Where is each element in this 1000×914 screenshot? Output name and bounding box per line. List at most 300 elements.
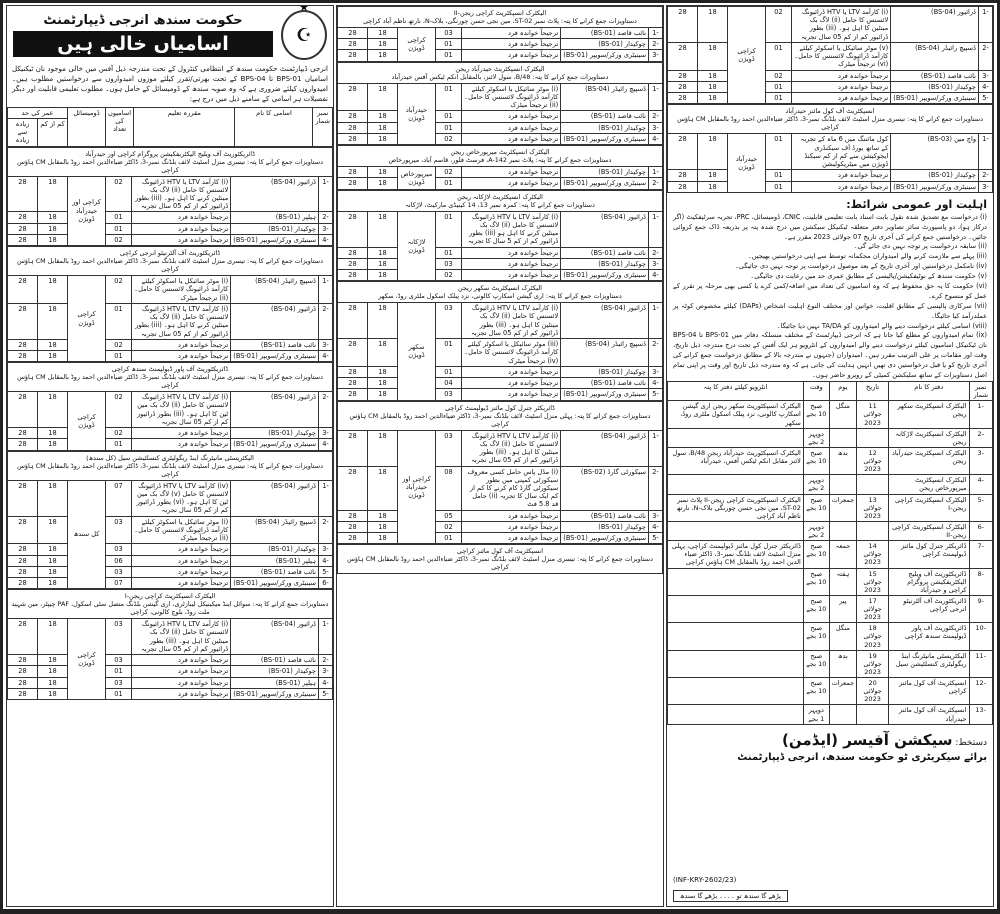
interview-date: 13 جولائی 2023 [857, 494, 889, 521]
age-max: 28 [668, 93, 698, 104]
post-count: 01 [436, 247, 462, 258]
age-min: 18 [698, 42, 728, 70]
schedule-row [668, 568, 993, 595]
table-row [338, 39, 663, 50]
age-min: 18 [368, 303, 398, 339]
condition-item: (iv) نامکمل درخواستیں اور آخری تاریخ کے بعد موصول درخواست پر توجہ نہیں دی جائیگی۔ [734, 262, 987, 271]
header-domicile: ڈومیسائل [68, 107, 106, 146]
age-max: 28 [338, 466, 368, 510]
table-row [338, 303, 663, 339]
table-row [8, 578, 333, 589]
post-name: نائب قاصد (BS-01) [561, 247, 649, 258]
age-max: 28 [338, 247, 368, 258]
age-min: 18 [368, 430, 398, 466]
post-name: ڈرائیور (BS-04) [561, 303, 649, 339]
row-number: -2 [319, 516, 333, 544]
qualification: ترجیحاً خواندہ فرد [132, 555, 231, 566]
ad-header [7, 6, 333, 62]
table-row [8, 351, 333, 362]
interview-date [857, 705, 889, 724]
age-max: 28 [8, 688, 38, 699]
interview-date [857, 428, 889, 447]
schedule-header: یوم [829, 381, 856, 400]
right-sections [7, 147, 333, 701]
age-min: 18 [38, 428, 68, 439]
row-number: -1 [319, 276, 333, 304]
post-name: چوکیدار (BS-01) [561, 39, 649, 50]
row-number: -6 [319, 578, 333, 589]
post-count: 03 [436, 258, 462, 269]
interview-time: دوپہر 1 بجے [803, 705, 829, 724]
table-row [8, 392, 333, 428]
column-right [6, 5, 334, 907]
qualification: ترجیحاً خواندہ فرد [462, 247, 561, 258]
age-max: 28 [338, 83, 368, 111]
post-count: 01 [106, 666, 132, 677]
post-count: 02 [106, 234, 132, 245]
table-row [668, 81, 993, 92]
table-row [338, 50, 663, 61]
section-office-title: انسپکٹریٹ آف کول مائنز کراچی [457, 547, 543, 556]
qualification: ترجیحاً خواندہ فرد [462, 39, 561, 50]
age-min: 18 [38, 351, 68, 362]
section-heading [8, 147, 333, 176]
post-name: نائب قاصد (BS-01) [231, 339, 319, 350]
age-min: 18 [38, 555, 68, 566]
schedule-row [668, 401, 993, 428]
post-name: ڈسپیچ رائیڈر (BS-04) [891, 42, 979, 70]
interview-date: 17 جولائی 2023 [857, 595, 889, 622]
table-row [338, 247, 663, 258]
row-number: -8 [969, 568, 993, 595]
section-heading [338, 146, 663, 167]
table-row [338, 466, 663, 510]
post-name: ڈرائیور (BS-04) [231, 619, 319, 655]
post-count: 01 [436, 366, 462, 377]
interview-day [829, 521, 856, 540]
interview-day: بدھ [829, 650, 856, 677]
qualification: (i) کارآمد LTV یا HTV ڈرائیونگ لائسنس کا حامل (ii) لاگ بک مینٹین کا اہل ہو۔ (iii) بطور ڈرائیور کم از کم 05 سال تجربہ [462, 303, 561, 339]
vacancy-section-table [337, 544, 663, 574]
interview-time: صبح 10 بجے [803, 623, 829, 650]
row-number: -2 [649, 111, 663, 122]
domicile: کراچی ڈویژن [68, 619, 106, 700]
table-row [338, 167, 663, 178]
post-count: 08 [436, 466, 462, 510]
age-max: 28 [668, 7, 698, 43]
section-address: دستاویزات جمع کرانے کا پتہ: اری گیشن اسکارپ کالونی، نزد پبلک اسکول ملٹری روڈ، سکھر [378, 292, 622, 301]
post-name: نائب قاصد (BS-01) [231, 655, 319, 666]
age-max: 28 [338, 389, 368, 400]
section-address: دستاویزات جمع کرانے کا پتہ: تیسری منزل اسٹیٹ لائف بلڈنگ نمبر-3، ڈاکٹر ضیاءالدین احمد روڈ بالمقابل CM ہاؤس کراچی [677, 115, 983, 132]
row-number: -4 [649, 378, 663, 389]
domicile: لاڑکانہ ڈویژن [398, 211, 436, 281]
table-row [8, 223, 333, 234]
condition-item: (vi) حکومت کا یہ حق محفوظ ہے کہ وہ اسامیوں کی تعداد میں اضافہ/کمی کرے یا کسی بھی مرحلہ پر تقرر کے عمل کو منسوخ کرے۔ [673, 281, 987, 300]
qualification: ترجیحاً خواندہ فرد [132, 655, 231, 666]
age-max: 28 [8, 212, 38, 223]
table-row [338, 366, 663, 377]
post-count: 01 [436, 39, 462, 50]
section-address: دستاویزات جمع کرانے کا پتہ: پلاٹ نمبر A-142، فرسٹ فلور، قاسم آباد، میرپورخاص [388, 156, 612, 165]
qualification: ترجیحاً خواندہ فرد [792, 170, 891, 181]
age-min: 18 [38, 578, 68, 589]
row-number: -2 [649, 39, 663, 50]
age-min: 18 [38, 223, 68, 234]
interview-time: دوپہر 2 بجے [803, 521, 829, 540]
table-row [8, 619, 333, 655]
interview-date: 20 جولائی 2023 [857, 678, 889, 705]
post-count: 01 [766, 93, 792, 104]
row-number: -5 [649, 533, 663, 544]
condition-item: (viii) اسامی کیلئے درخواست دینے والے امیدواروں کو TA/DA نہیں دیا جائیگا۔ [776, 321, 987, 330]
section-heading [8, 590, 333, 619]
qualification: (i) کارآمد LTV یا HTV ڈرائیونگ لائسنس کا حامل (ii) لاگ بک مینٹین کا اہل ہو۔ (iii) بطور ڈرائیور کم از کم 05 سال تجربہ [792, 7, 891, 43]
domicile: کراچی ڈویژن [728, 7, 766, 104]
row-number: -1 [649, 303, 663, 339]
post-name: چوکیدار (BS-01) [561, 521, 649, 532]
age-min: 18 [368, 28, 398, 39]
age-min: 18 [38, 480, 68, 516]
post-count: 01 [766, 170, 792, 181]
section-heading-row [338, 545, 663, 574]
office-name: ڈائریکٹوریٹ آف ویلیج الیکٹریفکیشن پروگرام کراچی و حیدرآباد [889, 568, 969, 595]
interview-address [668, 475, 804, 494]
qualification: (iv) کارآمد LTV یا HTV ڈرائیونگ لائسنس کا حامل (v) لاگ بک مین ٹین کا اہل ہو۔ (vi) بطور ڈرائیور کم از کم 05 سال تجربہ [132, 480, 231, 516]
left-sections [667, 6, 993, 193]
post-name: ہیلپر (BS-01) [231, 677, 319, 688]
section-office-title: الیکٹرک انسپکٹریٹ لاڑکانہ ریجن [457, 192, 543, 201]
qualification: (i) موٹر سائیکل یا اسکوٹر کیلئے کارآمد ڈرائیونگ لائسنس کا حامل۔ (ii) ترجیحاً میٹرک [132, 276, 231, 304]
age-min: 18 [38, 688, 68, 699]
age-min: 18 [38, 439, 68, 450]
department-title: حکومت سندھ انرجی ڈیپارٹمنٹ [43, 13, 243, 28]
age-max: 28 [8, 655, 38, 666]
interview-date: 14 جولائی 2023 [857, 541, 889, 568]
post-count: 02 [106, 392, 132, 428]
section-heading-row [8, 590, 333, 619]
vacancy-section-table [7, 362, 333, 450]
age-max: 28 [8, 439, 38, 450]
age-min: 18 [368, 533, 398, 544]
section-address: دستاویزات جمع کرانے کا پتہ: پلاٹ نمبر ST-02، مین نجی حسن چورنگی، بلاک-N، نارتھ ناظم آباد کراچی [363, 17, 637, 25]
section-office-title: ڈائریکٹوریٹ آف پاور ڈیولپمنٹ سندھ کراچی [111, 365, 229, 374]
age-max: 28 [8, 303, 38, 339]
schedule-row [668, 623, 993, 650]
interview-address [668, 623, 804, 650]
row-number: -1 [649, 28, 663, 39]
interview-time: صبح 10 بجے [803, 650, 829, 677]
qualification: (v) موٹر سائیکل یا اسکوٹر کیلئے کارآمد ڈرائیونگ لائسنس کا حامل۔ (vi) ترجیحاً میٹرک [792, 42, 891, 70]
post-name: سینیٹری ورکر/سویپر (BS-01) [231, 688, 319, 699]
post-count: 01 [436, 122, 462, 133]
qualification: ترجیحاً خواندہ فرد [132, 439, 231, 450]
age-max: 28 [8, 480, 38, 516]
qualification: (i) کارآمد LTV یا HTV ڈرائیونگ لائسنس کا حامل (ii) لاگ بک مینٹین کا اہل ہو۔ (iii) بطور ڈرائیور کم از کم 05 سال تجربہ [132, 619, 231, 655]
post-name: چوکیدار (BS-01) [561, 122, 649, 133]
schedule-header: انٹرویو کیلئے دفتر کا پتہ [668, 381, 804, 400]
row-number: -2 [649, 178, 663, 189]
qualification: ترجیحاً خواندہ فرد [132, 212, 231, 223]
table-row [338, 211, 663, 247]
office-name: الیکٹرک انسپکٹریٹ سکھر ریجن [889, 401, 969, 428]
schedule-row [668, 447, 993, 474]
post-count: 02 [766, 70, 792, 81]
header-post: اسامی کا نام [235, 107, 313, 146]
section-address: دستاویزات جمع کرانے کا پتہ: کمرہ نمبر 13، 14 کینیڈی مارکیٹ، لاڑکانہ [405, 200, 595, 209]
row-number: -5 [319, 566, 333, 577]
post-count: 05 [436, 510, 462, 521]
row-number: -1 [649, 83, 663, 111]
row-number: -9 [969, 595, 993, 622]
age-max: 28 [338, 533, 368, 544]
qualification: (i) کارآمد LTV یا HTV ڈرائیونگ لائسنس کا حامل (ii) لاگ بک مین ٹین کا اہل ہو۔ (iii) بطور ڈرائیور کم از کم 05 سال تجربہ [132, 392, 231, 428]
interview-address [668, 521, 804, 540]
post-count: 01 [436, 211, 462, 247]
interview-time: صبح 10 بجے [803, 541, 829, 568]
row-number: -4 [319, 234, 333, 245]
table-row [8, 212, 333, 223]
table-row [338, 258, 663, 269]
section-office-title: ڈائریکٹر جنرل کول مائنز ڈیولپمنٹ کراچی [445, 403, 555, 412]
age-min: 18 [698, 81, 728, 92]
qualification: ترجیحاً خواندہ فرد [462, 389, 561, 400]
qualification: (i) موٹر سائیکل یا اسکوٹر کیلئے کارآمد ڈرائیونگ لائسنس کا حامل۔ (ii) ترجیحاً میٹرک [132, 516, 231, 544]
signatory-title: سیکشن آفیسر (ایڈمن) [782, 730, 953, 749]
sindh-government-emblem-icon: ★ ☪ [281, 10, 327, 60]
condition-item: (ii) سابقہ درخواست پر توجہ نہیں دی جائے گی۔ [853, 242, 987, 251]
post-count: 07 [106, 578, 132, 589]
table-row [8, 480, 333, 516]
qualification: ترجیحاً خواندہ فرد [132, 578, 231, 589]
age-min: 18 [38, 212, 68, 223]
table-row [8, 276, 333, 304]
domicile: میرپورخاص ڈویژن [398, 167, 436, 189]
table-row [668, 7, 993, 43]
header-age: عمر کی حد [8, 107, 68, 118]
table-row [8, 303, 333, 339]
age-max: 28 [8, 666, 38, 677]
row-number: -3 [649, 50, 663, 61]
interview-day: منگل [829, 623, 856, 650]
post-name: سینیٹری ورکر/سویپر (BS-01) [561, 133, 649, 144]
age-max: 28 [8, 566, 38, 577]
qualification: ترجیحاً خواندہ فرد [462, 258, 561, 269]
post-name: ڈسپیچ رائیڈر (BS-04) [561, 339, 649, 367]
post-name: سینیٹری ورکر/سویپر (BS-01) [231, 234, 319, 245]
vacancy-section-table [337, 281, 663, 400]
post-count: 01 [106, 688, 132, 699]
interview-day: منگل [829, 401, 856, 428]
schedule-header: تاریخ [857, 381, 889, 400]
post-name: سینیٹری ورکر/سویپر (BS-01) [231, 351, 319, 362]
row-number: -1 [319, 176, 333, 212]
schedule-header-row [668, 381, 993, 400]
age-min: 18 [368, 510, 398, 521]
header-no: نمبر شمار [313, 107, 333, 146]
age-max: 28 [8, 234, 38, 245]
condition-item: (vii) سرکاری پالیسی کے مطابق اقلیت، خواتین اور مختلف النوع اہلیت اشخاص (DAPs) کیلئے مخصوص کوٹہ پر عملدرآمد کیا جائیگا۔ [673, 301, 987, 320]
row-number: -3 [319, 339, 333, 350]
post-count: 01 [436, 83, 462, 111]
condition-item: (v) حکومت سندھ کے نوٹیفکیشن/پالیسی کے مطابق عمری حد میں رعایت دی جائیگی۔ [750, 272, 987, 281]
interview-time: دوپہر 2 بجے [803, 475, 829, 494]
section-address: دستاویزات جمع کرانے کا پتہ: 48/B، سول لائنز، بالمقابل انکم ٹیکس آفس حیدرآباد [391, 72, 609, 81]
section-address: دستاویزات جمع کرانے کا پتہ: تیسری منزل اسٹیٹ لائف بلڈنگ نمبر-3، ڈاکٹر ضیاءالدین احمد روڈ بالمقابل CM ہاؤس کراچی [17, 461, 323, 478]
header-qualification: مقررہ تعلیم [134, 107, 235, 146]
qualification: ترجیحاً خواندہ فرد [462, 366, 561, 377]
row-number: -3 [649, 122, 663, 133]
age-min: 18 [368, 466, 398, 510]
interview-time: صبح 10 بجے [803, 568, 829, 595]
qualification: ترجیحاً خواندہ فرد [462, 167, 561, 178]
age-max: 28 [338, 258, 368, 269]
age-min: 18 [368, 133, 398, 144]
table-row [8, 176, 333, 212]
section-heading-row [8, 363, 333, 392]
post-name: چوکیدار (BS-01) [231, 223, 319, 234]
row-number: -5 [649, 389, 663, 400]
office-name: ڈائریکٹوریٹ آف آلٹرنیٹو انرجی کراچی [889, 595, 969, 622]
age-min: 18 [38, 677, 68, 688]
age-max: 28 [338, 430, 368, 466]
condition-item: (iii) پہلے سے ملازمت کرنے والے امیدواران محکمانہ توسط سے اپنی درخواستیں بھیجیں۔ [747, 252, 987, 261]
office-name: ڈائریکٹر جنرل کول مائنز ڈیولپمنٹ کراچی [889, 541, 969, 568]
qualification: ترجیحاً خواندہ فرد [792, 93, 891, 104]
row-number: -2 [649, 466, 663, 510]
age-max: 28 [8, 392, 38, 428]
post-count: 03 [436, 303, 462, 339]
table-row [338, 430, 663, 466]
section-office-title: ڈائریکٹوریٹ آف آلٹرنیٹو انرجی کراچی [119, 249, 221, 258]
schedule-row [668, 650, 993, 677]
interview-date [857, 521, 889, 540]
section-heading [8, 451, 333, 480]
post-name: ڈسپیچ رائیڈر (BS-04) [231, 276, 319, 304]
age-max: 28 [668, 70, 698, 81]
age-max: 28 [8, 276, 38, 304]
table-row [668, 134, 993, 170]
interview-time: صبح 10 بجے [803, 494, 829, 521]
row-number: -2 [979, 42, 993, 70]
interview-day: پیر [829, 595, 856, 622]
post-name: سینیٹری ورکر/سویپر (BS-01) [231, 439, 319, 450]
age-max: 28 [338, 211, 368, 247]
header-age-max: زیادہ سے زیادہ [8, 118, 38, 146]
table-row [8, 666, 333, 677]
office-name: ڈائریکٹوریٹ آف پاور ڈیولپمنٹ سندھ کراچی [889, 623, 969, 650]
vacancy-section-table [7, 147, 333, 247]
age-min: 18 [38, 176, 68, 212]
row-number: -1 [649, 211, 663, 247]
qualification: (i) کارآمد LTV یا HTV ڈرائیونگ لائسنس کا حامل (ii) لاگ بک مینٹین کرنے کا اہل ہو۔ (iii) بطور ڈرائیور کم از کم 05 سال تجربہ [132, 303, 231, 339]
interview-day [829, 705, 856, 724]
row-number: -1 [649, 430, 663, 466]
post-name: چوکیدار (BS-01) [231, 666, 319, 677]
post-count: 01 [106, 223, 132, 234]
row-number: -2 [649, 339, 663, 367]
table-row [668, 42, 993, 70]
age-min: 18 [38, 303, 68, 339]
interview-date [857, 475, 889, 494]
age-min: 18 [38, 655, 68, 666]
age-min: 18 [368, 339, 398, 367]
reference-number: (INF-KRY-2602/23) [673, 876, 737, 884]
interview-address [668, 650, 804, 677]
row-number: -5 [319, 688, 333, 699]
row-number: -1 [319, 480, 333, 516]
post-count: 01 [766, 42, 792, 70]
qualification: ترجیحاً خواندہ فرد [462, 28, 561, 39]
section-office-title: الیکٹرک انسپکٹریٹ کراچی ریجن-II [453, 9, 547, 17]
post-name: سینیٹری ورکر/سویپر (BS-01) [561, 178, 649, 189]
interview-address: الیکٹرک انسپکٹوریٹ کراچی ریجن-II پلاٹ نمبر ST-02، مین نجی حسن چورنگی بلاک-N، نارتھ ناظم آباد کراچی [668, 494, 804, 521]
post-count: 02 [106, 339, 132, 350]
age-max: 28 [8, 677, 38, 688]
qualification: (i) مڈل پاس حامل کسی معروف سیکورٹی کمپنی میں بطور سیکورٹی گارڈ کام کرنے کا کم از کم ایک سال کا تجربہ (ii) حامل قد 5.8 فٹ [462, 466, 561, 510]
row-number: -3 [649, 258, 663, 269]
post-name: ڈسپیچ رائیڈر (BS-04) [231, 516, 319, 544]
domicile: کل سندھ [68, 480, 106, 589]
section-heading [338, 545, 663, 574]
row-number: -1 [649, 167, 663, 178]
schedule-header: دفتر کا نام [889, 381, 969, 400]
slogan-stamp: پڑھے گا سندھ تو ۔۔۔۔ بڑھے گا سندھ [673, 890, 788, 902]
row-number: -3 [649, 366, 663, 377]
table-row [338, 339, 663, 367]
section-office-title: الیکٹرک انسپکٹریٹ میرپورخاص ریجن [450, 148, 550, 157]
domicile: حیدرآباد ڈویژن [728, 134, 766, 192]
post-name: سینیٹری ورکر/سویپر (BS-01) [561, 389, 649, 400]
post-count: 01 [766, 134, 792, 170]
domicile: سکھر ڈویژن [398, 303, 436, 400]
age-max: 28 [668, 134, 698, 170]
qualification: ترجیحاً خواندہ فرد [462, 269, 561, 280]
interview-date: 19 جولائی 2023 [857, 650, 889, 677]
age-min: 18 [38, 392, 68, 428]
intro-text: انرجی ڈیپارٹمنٹ حکومت سندھ کے انتظامی کنٹرول کے تحت مندرجہ ذیل آفس میں خالی موجود نان ٹیکنیکل اسامیاں BPS-01 تا BPS-04 کے تحت بھرتی/تقرر کیلئے موزوں امیدواروں سے درخواستیں مطلوب ہیں۔ امیدواروں کیلئے ضروری ہے کہ وہ صوبہ سندھ کے ڈومیسائل کے حامل ہوں۔ مطلوب تعلیمی قابلیت اور دیگر تفصیلات ہر اسامی کے سامنے ذیل میں درج ہے: [12, 65, 328, 104]
age-min: 18 [368, 247, 398, 258]
post-count: 03 [106, 619, 132, 655]
vacancies-banner: اسامیاں خالی ہیں [13, 31, 273, 57]
table-row [8, 677, 333, 688]
interview-date: 12 جولائی 2023 [857, 447, 889, 474]
domicile: کراچی اور حیدرآباد ڈویژن [398, 430, 436, 544]
post-count: 01 [106, 439, 132, 450]
table-row [668, 93, 993, 104]
interview-day [829, 475, 856, 494]
post-name: چوکیدار (BS-01) [231, 544, 319, 555]
post-count: 02 [106, 176, 132, 212]
post-name: سینیٹری ورکر/سویپر (BS-01) [561, 50, 649, 61]
row-number: -2 [319, 655, 333, 666]
post-name: ڈرائیور (BS-04) [561, 211, 649, 247]
age-min: 18 [368, 366, 398, 377]
post-count: 01 [436, 50, 462, 61]
office-name: الیکٹرک انسپکٹریٹ کراچی ریجن-I [889, 494, 969, 521]
age-max: 28 [668, 170, 698, 181]
section-address: دستاویزات جمع کرانے کا پتہ: تیسری منزل اسٹیٹ لائف بلڈنگ نمبر-3، ڈاکٹر ضیاءالدین احمد روڈ بالمقابل CM ہاؤس کراچی [347, 555, 653, 572]
row-number: -2 [319, 303, 333, 339]
section-office-title: الیکٹرک انسپکٹریٹ حیدرآباد ریجن [455, 64, 545, 73]
age-min: 18 [368, 269, 398, 280]
vacancy-section-table [667, 104, 993, 192]
table-row [8, 439, 333, 450]
conditions-title: اہلیت اور عمومی شرائط: [846, 197, 987, 211]
domicile: کراچی ڈویژن [398, 28, 436, 62]
qualification: ترجیحاً خواندہ فرد [132, 544, 231, 555]
row-number: -4 [649, 133, 663, 144]
